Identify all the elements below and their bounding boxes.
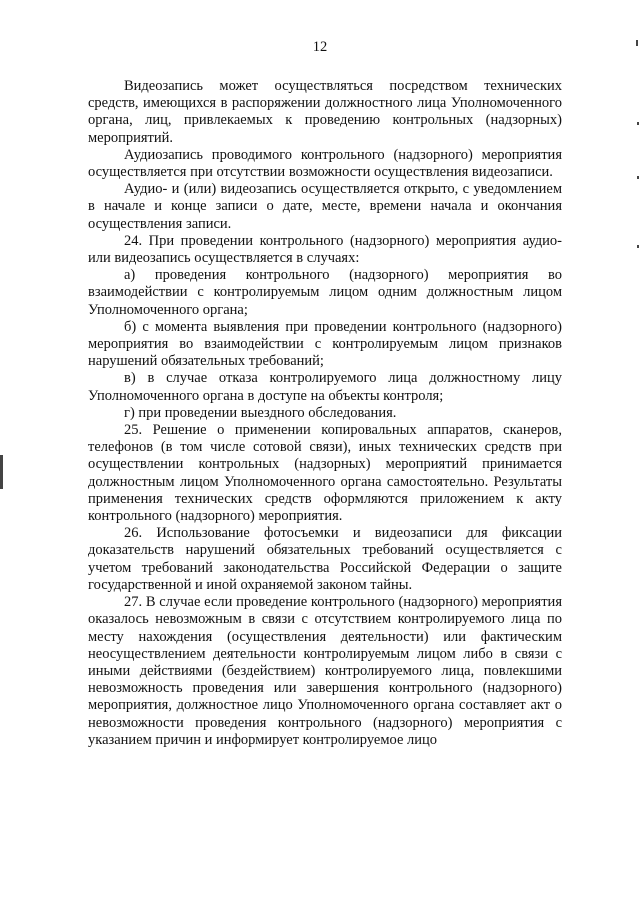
paragraph-item-27: 27. В случае если проведение контрольного (надзорного) мероприятия оказалось невозможным в связи с отсутствием контролируемого лица по месту нахождения (осуществления деятельности) или фактическим неосуществлением деятельности контролируемым лицом либо в связи с иными действиями (бездействием) контролируемого лица, повлекшими невозможность проведения или завершения контрольного (надзорного) мероприятия, должностное лицо Уполномоченного органа составляет акт о невозможности проведения контрольного (надзорного) мероприятия с указанием причин и информирует контролируемое лицо [88,594,562,748]
paragraph-item-25: 25. Решение о применении копировальных аппаратов, сканеров, телефонов (в том числе сотовой связи), иных технических средств при осуществлении контрольных (надзорных) мероприятий принимается должностным лицом Уполномоченного органа самостоятельно. Результаты применения технических средств оформляются приложением к акту контрольного (надзорного) мероприятия. [88,422,562,525]
paragraph-item-24-g: г) при проведении выездного обследования. [124,404,397,421]
scan-edge-mark-right-3 [637,245,639,248]
page-number: 12 [312,39,328,55]
paragraph-item-24-v: в) в случае отказа контролируемого лица должностному лицу Уполномоченного органа в доступе на объекты контроля; [88,370,562,404]
scan-edge-mark-right-top [636,40,638,46]
scan-edge-mark-right-2 [637,176,639,179]
document-text-body [88,78,562,749]
paragraph-video-recording-means: Видеозапись может осуществляться посредством технических средств, имеющихся в распоряжении должностного лица Уполномоченного органа, лиц, привлекаемых к проведению контрольных (надзорных) мероприятий. [88,78,562,146]
paragraph-item-24: 24. При проведении контрольного (надзорного) мероприятия аудио- или видеозапись осуществляется в случаях: [88,232,562,267]
scan-edge-mark-right-1 [637,122,639,125]
paragraph-audio-recording: Аудиозапись проводимого контрольного (надзорного) мероприятия осуществляется при отсутствии возможности осуществления видеозаписи. [88,146,562,181]
paragraph-item-26: 26. Использование фотосъемки и видеозаписи для фиксации доказательств нарушений обязательных требований осуществляется с учетом требований законодательства Российской Федерации о защите государственной и иной охраняемой законом тайны. [88,525,562,593]
paragraph-item-24-a: а) проведения контрольного (надзорного) мероприятия во взаимодействии с контролируемым лицом одним должностным лицом Уполномоченного органа; [88,267,562,318]
scan-edge-mark-left [0,455,3,489]
paragraph-open-recording: Аудио- и (или) видеозапись осуществляется открыто, с уведомлением в начале и конце записи о дате, месте, времени начала и окончания осуществления записи. [88,181,562,232]
paragraph-item-24-b: б) с момента выявления при проведении контрольного (надзорного) мероприятия во взаимодействии с контролируемым лицом признаков нарушений обязательных требований; [88,318,562,370]
